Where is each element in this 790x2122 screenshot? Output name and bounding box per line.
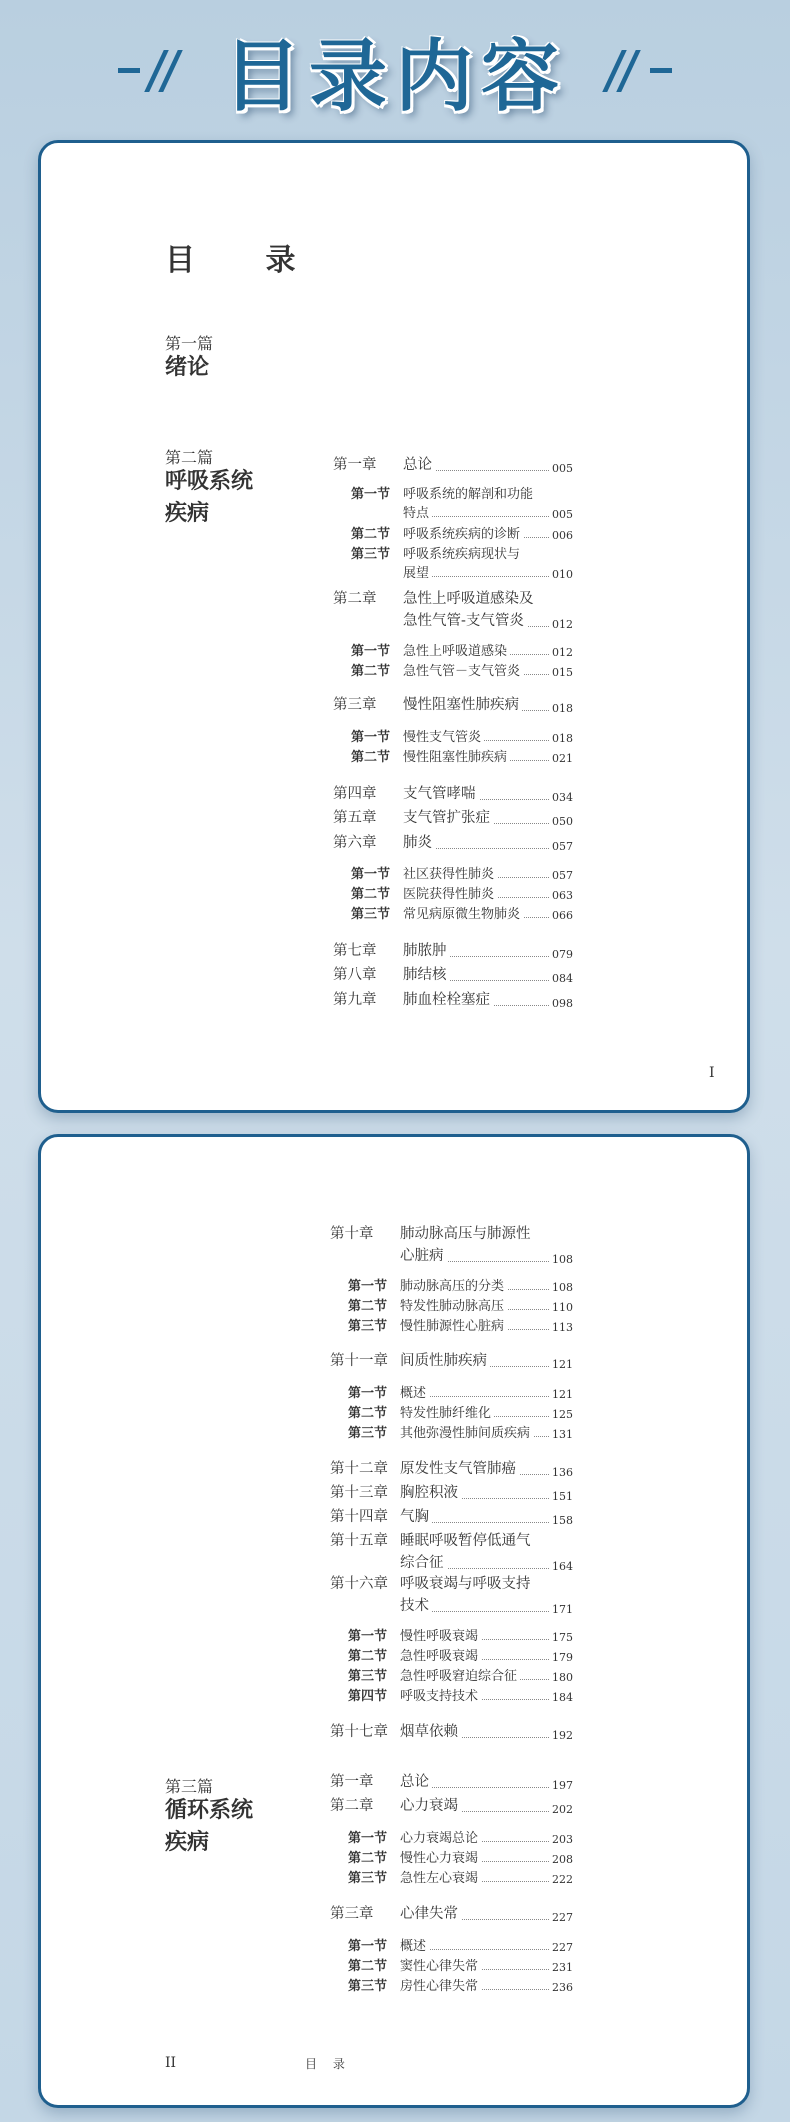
chapter-number: 第三章 [330, 1906, 374, 1922]
page-number: 227 [552, 1911, 573, 1924]
chapter-number: 第八章 [333, 967, 377, 983]
page-number: 222 [552, 1873, 573, 1886]
toc-entry[interactable] [400, 1955, 573, 1974]
section-number: 第一节 [348, 1386, 388, 1401]
entry-title: 概述 [400, 1382, 429, 1401]
entry-title: 急性左心衰竭 [400, 1867, 481, 1886]
page-folio: II [165, 2055, 177, 2071]
part2-name-line2: 疾病 [165, 500, 210, 526]
banner-title: 目录内容 [222, 32, 567, 122]
toc-entry[interactable] [403, 726, 573, 745]
entry-title: 急性呼吸窘迫综合征 [400, 1665, 520, 1684]
page-number: 084 [552, 972, 573, 985]
section-number: 第三节 [348, 1669, 388, 1684]
entry-title: 肺炎 [403, 831, 435, 852]
entry-title: 急性呼吸衰竭 [400, 1645, 481, 1664]
section-number: 第三节 [348, 1426, 388, 1441]
chapter-number: 第二章 [333, 591, 377, 607]
page-number: 006 [552, 529, 573, 542]
page-number: 121 [552, 1358, 573, 1371]
page-number: 079 [552, 948, 573, 961]
entry-title: 特发性肺动脉高压 [400, 1295, 507, 1314]
page-number: 175 [552, 1631, 573, 1644]
entry-title: 支气管扩张症 [403, 806, 493, 827]
toc-entry[interactable] [403, 831, 573, 853]
page-number: 005 [552, 462, 573, 475]
page-number: 012 [552, 618, 573, 631]
toc-entry[interactable] [400, 1935, 573, 1954]
page-number: 108 [552, 1253, 573, 1266]
page-number: 018 [552, 702, 573, 715]
page-number: 021 [552, 752, 573, 765]
toc-entry[interactable] [403, 963, 573, 985]
part3-name-line1: 循环系统 [165, 1797, 254, 1823]
toc-entry[interactable] [400, 1505, 573, 1527]
section-number: 第一节 [351, 730, 391, 745]
section-number: 第三节 [351, 907, 391, 922]
chapter-number: 第十四章 [330, 1509, 388, 1525]
toc-entry[interactable] [403, 523, 573, 542]
entry-title: 慢性心力衰竭 [400, 1847, 481, 1866]
toc-entry[interactable] [400, 1402, 573, 1421]
entry-title: 烟草依赖 [400, 1720, 461, 1741]
part3-label: 第三篇 [165, 1777, 214, 1796]
toc-entry[interactable] [400, 1457, 573, 1479]
chapter-number: 第十二章 [330, 1461, 388, 1477]
toc-entry[interactable] [403, 660, 573, 679]
entry-title-continued: 展望 [403, 562, 432, 581]
entry-title: 心力衰竭 [400, 1794, 461, 1815]
page-number: 018 [552, 732, 573, 745]
chapter-number: 第十五章 [330, 1533, 388, 1549]
entry-title: 慢性支气管炎 [403, 726, 484, 745]
page-number: 010 [552, 568, 573, 581]
entry-title-continued: 急性气管-支气管炎 [403, 609, 527, 630]
section-number: 第二节 [348, 1649, 388, 1664]
chapter-number: 第九章 [333, 992, 377, 1008]
entry-title: 呼吸衰竭与呼吸支持 [400, 1576, 531, 1592]
page-number: 202 [552, 1803, 573, 1816]
section-number: 第一节 [348, 1831, 388, 1846]
entry-title: 急性上呼吸道感染及 [403, 591, 534, 607]
toc-entry[interactable] [403, 587, 573, 631]
page-number: 034 [552, 791, 573, 804]
entry-title: 总论 [403, 453, 435, 474]
entry-title: 原发性支气管肺癌 [400, 1457, 519, 1478]
entry-title: 医院获得性肺炎 [403, 883, 497, 902]
entry-title: 气胸 [400, 1505, 432, 1526]
section-number: 第三节 [348, 1979, 388, 1994]
toc-entry[interactable] [403, 543, 573, 581]
entry-title: 肺动脉高压与肺源性 [400, 1226, 531, 1242]
section-number: 第一节 [348, 1939, 388, 1954]
page-number: 136 [552, 1466, 573, 1479]
entry-title: 呼吸系统疾病现状与 [403, 547, 521, 562]
toc-entry[interactable] [403, 863, 573, 882]
entry-title: 特发性肺纤维化 [400, 1402, 494, 1421]
entry-title: 社区获得性肺炎 [403, 863, 497, 882]
chapter-number: 第十六章 [330, 1576, 388, 1592]
chapter-number: 第十七章 [330, 1724, 388, 1740]
toc-entry[interactable] [400, 1295, 573, 1314]
entry-title: 肺动脉高压的分类 [400, 1275, 507, 1294]
section-number: 第三节 [351, 547, 391, 562]
toc-page-2 [38, 1134, 750, 2108]
entry-title: 间质性肺疾病 [400, 1349, 490, 1370]
page-number: 180 [552, 1671, 573, 1684]
right-decoration [600, 50, 680, 90]
page-number: 151 [552, 1490, 573, 1503]
running-head: 目 录 [305, 2057, 351, 2071]
entry-title: 睡眠呼吸暂停低通气 [400, 1533, 531, 1549]
entry-title: 呼吸系统疾病的诊断 [403, 523, 523, 542]
page-number: 236 [552, 1981, 573, 1994]
chapter-number: 第十章 [330, 1226, 374, 1242]
chapter-number: 第一章 [330, 1774, 374, 1790]
toc-entry[interactable] [400, 1382, 573, 1401]
toc-entry[interactable] [400, 1349, 573, 1371]
toc-entry[interactable] [400, 1902, 573, 1924]
section-number: 第二节 [348, 1299, 388, 1314]
section-number: 第三节 [348, 1871, 388, 1886]
section-number: 第三节 [348, 1319, 388, 1334]
section-number: 第一节 [351, 487, 391, 502]
entry-title: 总论 [400, 1770, 432, 1791]
entry-title: 概述 [400, 1935, 429, 1954]
entry-title: 呼吸系统的解剖和功能 [403, 487, 534, 502]
section-number: 第一节 [351, 644, 391, 659]
page-number: 057 [552, 840, 573, 853]
toc-entry[interactable] [400, 1665, 573, 1684]
page-number: 121 [552, 1388, 573, 1401]
chapter-number: 第二章 [330, 1798, 374, 1814]
page-number: 171 [552, 1603, 573, 1616]
toc-entry[interactable] [400, 1645, 573, 1664]
entry-title-continued: 特点 [403, 502, 432, 521]
section-number: 第二节 [348, 1959, 388, 1974]
page-number: 063 [552, 889, 573, 902]
toc-page-1 [38, 140, 750, 1113]
page-number: 208 [552, 1853, 573, 1866]
page-number: 108 [552, 1281, 573, 1294]
section-number: 第二节 [348, 1851, 388, 1866]
page-title: 目 录 [165, 243, 326, 278]
chapter-number: 第七章 [333, 943, 377, 959]
section-number: 第二节 [351, 750, 391, 765]
toc-entry[interactable] [400, 1685, 573, 1704]
page-number: 164 [552, 1560, 573, 1573]
section-number: 第二节 [348, 1406, 388, 1421]
part2-name-line1: 呼吸系统 [165, 468, 254, 494]
entry-title: 肺结核 [403, 963, 450, 984]
toc-entry[interactable] [403, 806, 573, 828]
toc-entry[interactable] [400, 1720, 573, 1742]
banner [0, 0, 790, 128]
toc-entry[interactable] [403, 693, 573, 715]
entry-title: 慢性阻塞性肺疾病 [403, 693, 522, 714]
entry-title: 肺血栓栓塞症 [403, 988, 493, 1009]
page-number: 203 [552, 1833, 573, 1846]
page-number: 012 [552, 646, 573, 659]
chapter-number: 第十一章 [330, 1353, 388, 1369]
toc-entry[interactable] [400, 1847, 573, 1866]
page-number: 192 [552, 1729, 573, 1742]
entry-title: 胸腔积液 [400, 1481, 461, 1502]
page-number: 131 [552, 1428, 573, 1441]
entry-title: 急性上呼吸道感染 [403, 640, 510, 659]
toc-entry[interactable] [403, 746, 573, 765]
entry-title: 支气管哮喘 [403, 782, 479, 803]
toc-entry[interactable] [400, 1625, 573, 1644]
page-number: 197 [552, 1779, 573, 1792]
toc-entry[interactable] [400, 1827, 573, 1846]
page-number: 184 [552, 1691, 573, 1704]
toc-entry[interactable] [403, 939, 573, 961]
section-number: 第一节 [351, 867, 391, 882]
toc-entry[interactable] [400, 1794, 573, 1816]
entry-title: 心力衰竭总论 [400, 1827, 481, 1846]
entry-title: 慢性呼吸衰竭 [400, 1625, 481, 1644]
chapter-number: 第一章 [333, 457, 377, 473]
entry-title-continued: 综合征 [400, 1551, 447, 1572]
page-folio: I [709, 1065, 715, 1081]
chapter-number: 第三章 [333, 697, 377, 713]
part2-label: 第二篇 [165, 448, 214, 467]
part1-name: 绪论 [165, 354, 210, 380]
entry-title: 窦性心律失常 [400, 1955, 481, 1974]
toc-entry[interactable] [403, 883, 573, 902]
section-number: 第二节 [351, 527, 391, 542]
section-number: 第二节 [351, 887, 391, 902]
chapter-number: 第四章 [333, 786, 377, 802]
chapter-number: 第十三章 [330, 1485, 388, 1501]
chapter-number: 第五章 [333, 810, 377, 826]
toc-entry[interactable] [403, 483, 573, 521]
part1-label: 第一篇 [165, 334, 214, 353]
toc-entry[interactable] [403, 640, 573, 659]
page-number: 125 [552, 1408, 573, 1421]
page-number: 227 [552, 1941, 573, 1954]
entry-title: 急性气管－支气管炎 [403, 660, 523, 679]
toc-entry[interactable] [400, 1481, 573, 1503]
page-number: 098 [552, 997, 573, 1010]
page-number: 015 [552, 666, 573, 679]
chapter-number: 第六章 [333, 835, 377, 851]
section-number: 第一节 [348, 1279, 388, 1294]
entry-title: 其他弥漫性肺间质疾病 [400, 1422, 533, 1441]
entry-title: 慢性肺源性心脏病 [400, 1315, 507, 1334]
toc-entry[interactable] [403, 453, 573, 475]
entry-title: 慢性阻塞性肺疾病 [403, 746, 510, 765]
part3-name-line2: 疾病 [165, 1829, 210, 1855]
toc-entry[interactable] [400, 1770, 573, 1792]
entry-title: 肺脓肿 [403, 939, 450, 960]
entry-title: 常见病原微生物肺炎 [403, 903, 523, 922]
page-number: 158 [552, 1514, 573, 1527]
section-number: 第二节 [351, 664, 391, 679]
toc-entry[interactable] [400, 1975, 573, 1994]
page-number: 050 [552, 815, 573, 828]
page-number: 005 [552, 508, 573, 521]
page-number: 231 [552, 1961, 573, 1974]
toc-entry[interactable] [400, 1867, 573, 1886]
toc-entry[interactable] [400, 1315, 573, 1334]
page-number: 066 [552, 909, 573, 922]
toc-entry[interactable] [400, 1275, 573, 1294]
entry-title: 呼吸支持技术 [400, 1685, 481, 1704]
entry-title-continued: 心脏病 [400, 1244, 447, 1265]
page-number: 057 [552, 869, 573, 882]
page-number: 113 [552, 1321, 573, 1334]
section-number: 第四节 [348, 1689, 388, 1704]
toc-entry[interactable] [403, 903, 573, 922]
toc-entry[interactable] [400, 1572, 573, 1616]
toc-entry[interactable] [400, 1222, 573, 1266]
entry-title: 房性心律失常 [400, 1975, 481, 1994]
toc-entry[interactable] [403, 988, 573, 1010]
section-number: 第一节 [348, 1629, 388, 1644]
toc-entry[interactable] [400, 1422, 573, 1441]
entry-title: 心律失常 [400, 1902, 461, 1923]
page-number: 110 [552, 1301, 573, 1314]
toc-entry[interactable] [400, 1529, 573, 1573]
page-number: 179 [552, 1651, 573, 1664]
toc-entry[interactable] [403, 782, 573, 804]
entry-title-continued: 技术 [400, 1594, 432, 1615]
